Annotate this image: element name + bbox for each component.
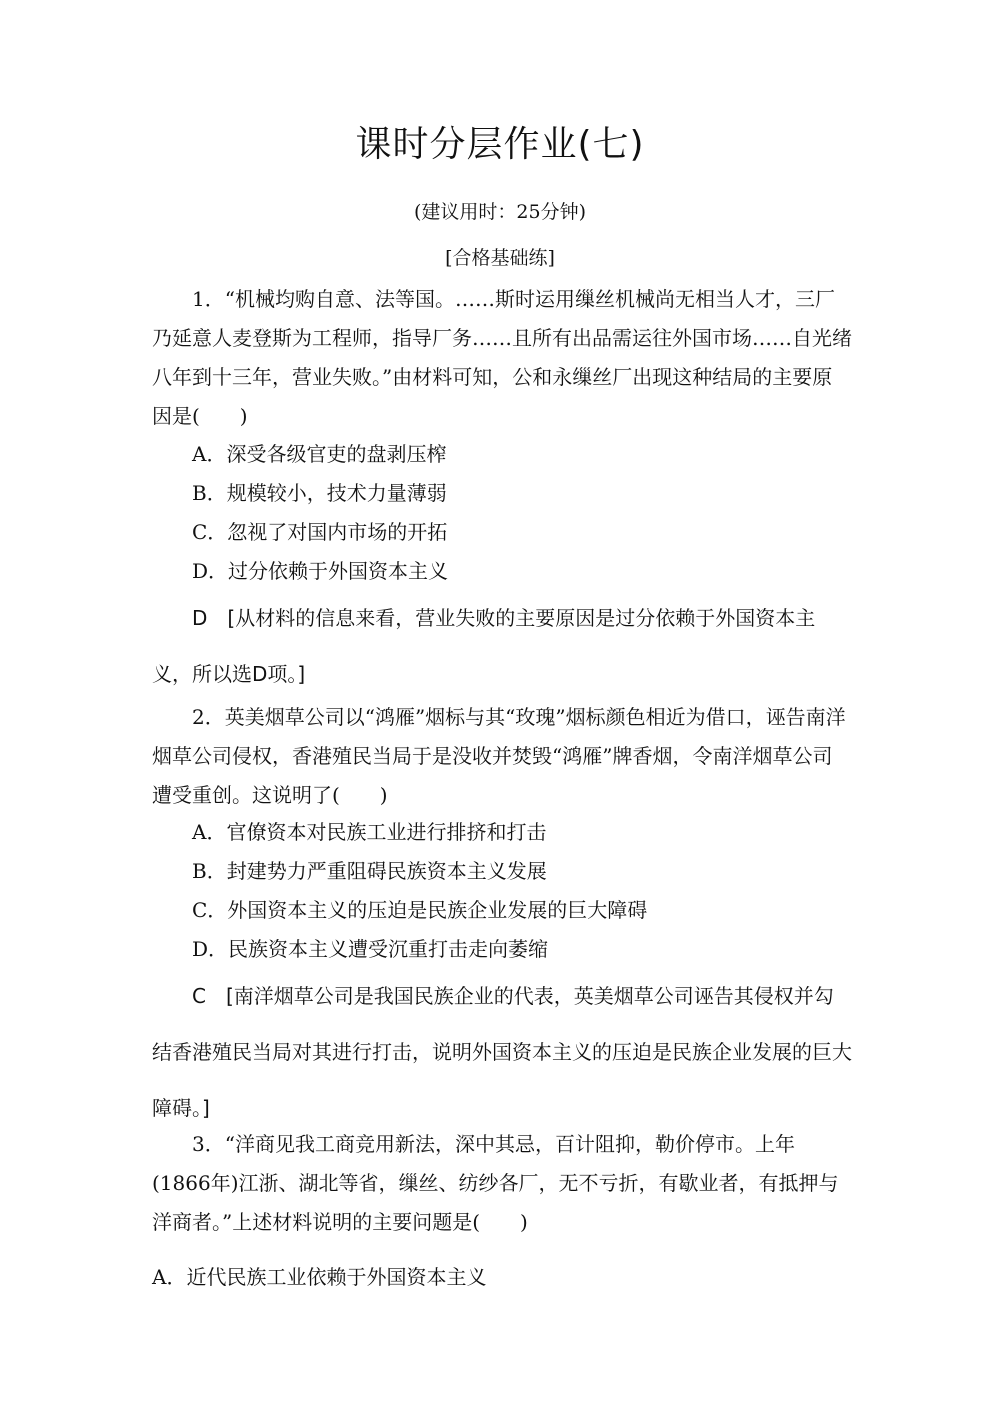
section-heading: [合格基础练] xyxy=(445,247,555,269)
question-1-stem: 1．“机械均购自意、法等国。……斯时运用缫丝机械尚无相当人才，三厂乃延意人麦登斯为工程师，指导厂务……且所有出品需运往外国市场……自光绪八年到十三年，营业失败。”由材料可知，公和永缫丝厂出现这种结局的主要原因是( ) xyxy=(152,287,852,428)
question-1-option-b: B．规模较小，技术力量薄弱 xyxy=(192,481,447,505)
question-2-option-d: D．民族资本主义遭受沉重打击走向萎缩 xyxy=(192,937,549,961)
page-title: 课时分层作业(七) xyxy=(355,124,645,165)
question-1-option-a: A．深受各级官吏的盘剥压榨 xyxy=(192,442,447,466)
question-3-option-a: A．近代民族工业依赖于外国资本主义 xyxy=(152,1265,487,1289)
suggested-time: (建议用时：25分钟) xyxy=(413,201,586,223)
question-3-stem: 3．“洋商见我工商竞用新法，深中其忌，百计阻抑，勒价停市。上年(1866年)江浙、湖北等省，缫丝、纺纱各厂，无不亏折，有歇业者，有抵押与洋商者。”上述材料说明的主要问题是( ) xyxy=(152,1132,839,1234)
question-1-option-d: D．过分依赖于外国资本主义 xyxy=(192,559,449,583)
question-2-option-a: A．官僚资本对民族工业进行排挤和打击 xyxy=(192,820,547,844)
question-2-option-b: B．封建势力严重阻碍民族资本主义发展 xyxy=(192,859,547,883)
question-1-option-c: C．忽视了对国内市场的开拓 xyxy=(192,520,448,544)
question-2-stem: 2．英美烟草公司以“鸿雁”烟标与其“玫瑰”烟标颜色相近为借口，诬告南洋烟草公司侵权，香港殖民当局于是没收并焚毁“鸿雁”牌香烟，令南洋烟草公司遭受重创。这说明了( ) xyxy=(152,705,846,807)
question-2-option-c: C．外国资本主义的压迫是民族企业发展的巨大障碍 xyxy=(192,898,648,922)
question-1-answer: D [从材料的信息来看，营业失败的主要原因是过分依赖于外国资本主义，所以选D项。] xyxy=(152,606,816,686)
question-2-answer: C [南洋烟草公司是我国民族企业的代表，英美烟草公司诬告其侵权并勾结香港殖民当局对其进行打击，说明外国资本主义的压迫是民族企业发展的巨大障碍。] xyxy=(152,984,852,1120)
